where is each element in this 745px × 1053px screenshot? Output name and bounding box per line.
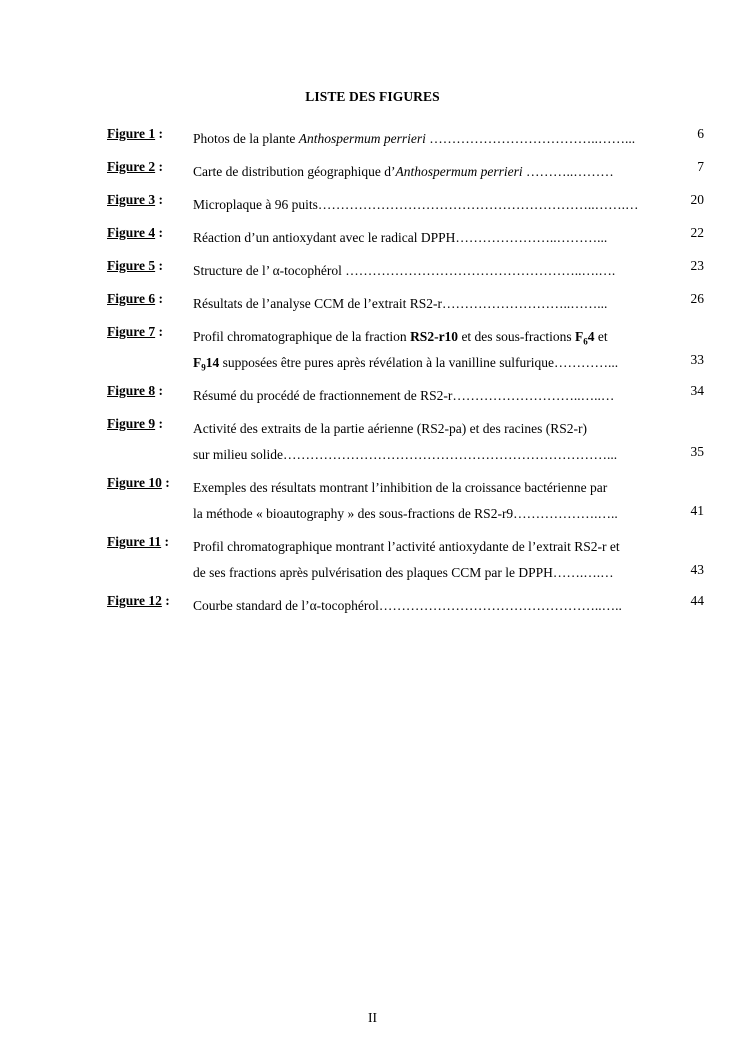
figure-entry [107,416,704,468]
caption-line [193,291,668,317]
caption-line [193,416,668,442]
figure-label-suffix: : [155,258,163,273]
figure-entry [107,225,704,251]
caption-segment: et [594,329,608,344]
figure-label [107,475,170,491]
caption-line [193,192,668,218]
figure-label-suffix: : [155,416,163,431]
figure-label-number: Figure 3 [107,192,156,207]
figure-entry [107,258,704,284]
figure-caption [193,324,668,376]
figure-entry [107,475,704,527]
figure-label-suffix: : [161,534,170,549]
figure-caption [193,383,668,409]
caption-segment: F [575,329,584,344]
figure-label-suffix: : [161,593,170,608]
figure-label-suffix: : [155,291,163,306]
caption-line [193,442,668,468]
caption-segment: Structure de l’ α-tocophérol ……………………………………………..….…. [193,263,616,278]
figure-page-number: 6 [697,126,704,141]
caption-segment: 4 [587,329,595,344]
figure-entry [107,291,704,317]
caption-segment: la méthode « bioautography » des sous-fractions de RS2-r9……………….….. [193,506,618,521]
caption-segment: 14 [205,355,220,370]
figure-entry [107,324,704,376]
figure-label [107,324,163,340]
figure-label [107,383,163,399]
figure-caption [193,416,668,468]
figure-label-number: Figure 2 [107,159,156,174]
caption-segment: 9 [201,362,206,373]
figure-label [107,291,163,307]
caption-line [193,593,668,619]
caption-segment: ………..……… [522,164,614,179]
figure-label-number: Figure 10 [107,475,162,490]
figure-caption [193,534,668,586]
figure-page-number: 44 [690,593,704,608]
page-title: LISTE DES FIGURES [305,89,440,104]
caption-line [193,501,668,527]
caption-segment: supposées être pures après révélation à la vanilline sulfurique…………... [219,355,619,370]
caption-segment: Profil chromatographique montrant l’activité antioxydante de l’extrait RS2-r et [193,539,620,554]
caption-segment: Courbe standard de l’α-tocophérol…………………………………………..….. [193,598,622,613]
figure-label-suffix: : [155,225,163,240]
figure-entry [107,383,704,409]
figure-label-suffix: : [155,324,163,339]
figure-page-number: 41 [690,503,704,518]
caption-line [193,350,668,376]
caption-segment: RS2-r10 [410,329,459,344]
figure-entry [107,593,704,619]
figure-label-number: Figure 1 [107,126,156,141]
caption-segment: de ses fractions après pulvérisation des plaques CCM par le DPPH…….….… [193,565,614,580]
caption-line [193,126,668,152]
figure-label-suffix: : [155,126,163,141]
figure-entry [107,192,704,218]
figure-label-number: Figure 9 [107,416,156,431]
caption-line [193,258,668,284]
caption-segment: Carte de distribution géographique d’ [193,164,396,179]
figure-page-number: 35 [690,444,704,459]
figure-label [107,159,163,175]
figure-page-number: 26 [690,291,704,306]
figure-caption [193,291,668,317]
caption-line [193,560,668,586]
caption-segment: et des sous-fractions [458,329,576,344]
figure-page-number: 34 [690,383,704,398]
figure-label-number: Figure 6 [107,291,156,306]
caption-line [193,383,668,409]
figure-caption [193,192,668,218]
figure-label-number: Figure 7 [107,324,156,339]
figure-caption [193,225,668,251]
caption-line [193,475,668,501]
caption-line [193,534,668,560]
figure-entry [107,159,704,185]
caption-line [193,324,668,350]
caption-segment: Photos de la plante [193,131,299,146]
page-number-footer: II [368,1010,377,1025]
caption-segment: Résumé du procédé de fractionnement de RS2-r………………………..…..… [193,388,615,403]
figure-label [107,258,163,274]
caption-segment: 6 [583,336,588,347]
figure-label [107,225,163,241]
figure-caption [193,159,668,185]
figure-label-suffix: : [155,159,163,174]
figure-page-number: 23 [690,258,704,273]
caption-segment: Microplaque à 96 puits……………………………………………………..…….… [193,197,639,212]
figure-label-number: Figure 11 [107,534,162,549]
figure-label-suffix: : [155,192,163,207]
caption-segment: Résultats de l’analyse CCM de l’extrait RS2-r………………………..……... [193,296,608,311]
figure-label-number: Figure 5 [107,258,156,273]
figure-page-number: 22 [690,225,704,240]
figure-caption [193,475,668,527]
figure-entry [107,126,704,152]
caption-segment: Exemples des résultats montrant l’inhibition de la croissance bactérienne par [193,480,608,495]
figure-label-suffix: : [161,475,170,490]
caption-segment: ………………………………..……... [425,131,636,146]
figure-caption [193,126,668,152]
figure-caption [193,258,668,284]
figure-label [107,126,163,142]
figure-page-number: 20 [690,192,704,207]
figure-page-number: 43 [690,562,704,577]
caption-line [193,159,668,185]
figure-caption [193,593,668,619]
figure-label [107,192,163,208]
figure-page-number: 7 [697,159,704,174]
caption-segment: sur milieu solide………………………………………………………………... [193,447,618,462]
figure-label [107,593,170,609]
caption-segment: Réaction d’un antioxydant avec le radical DPPH…………………..………... [193,230,608,245]
caption-line [193,225,668,251]
figure-label-number: Figure 12 [107,593,162,608]
caption-segment: Profil chromatographique de la fraction [193,329,411,344]
caption-segment: Anthospermum perrieri [395,164,523,179]
figure-page-number: 33 [690,352,704,367]
figure-entry [107,534,704,586]
caption-segment: F [193,355,202,370]
caption-segment: Anthospermum perrieri [298,131,426,146]
figure-label-number: Figure 4 [107,225,156,240]
figure-label-suffix: : [155,383,163,398]
figure-label-number: Figure 8 [107,383,156,398]
caption-segment: Activité des extraits de la partie aérienne (RS2-pa) et des racines (RS2-r) [193,421,587,436]
figure-list [107,126,704,626]
figure-label [107,534,169,550]
figure-label [107,416,163,432]
